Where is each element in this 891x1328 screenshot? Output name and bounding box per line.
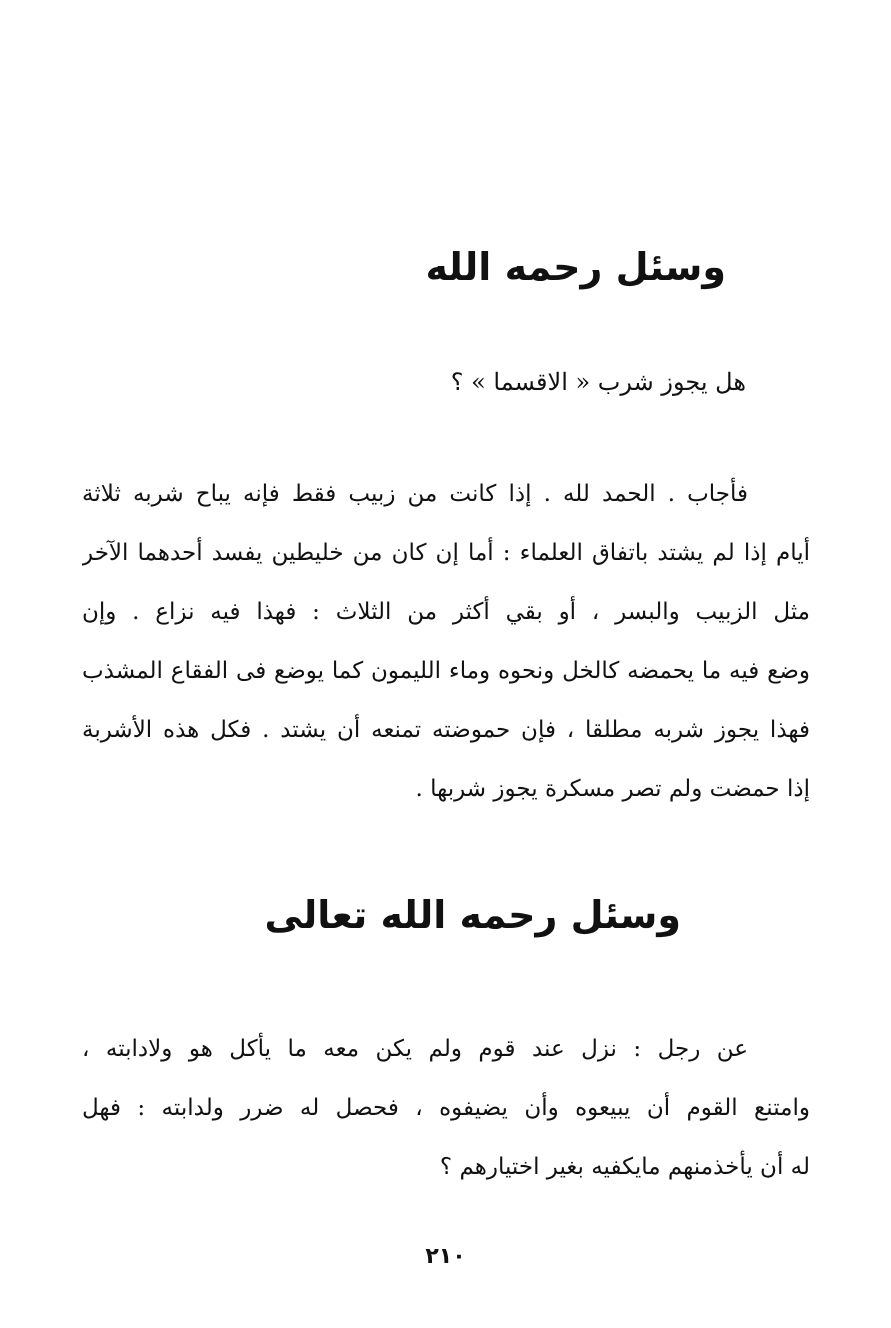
section-heading: وسئل رحمه الله تعالى bbox=[264, 893, 681, 937]
paragraph-line: وضع فيه ما يحمضه كالخل ونحوه وماء الليمون كما يوضع فى الفقاع المشذب bbox=[82, 658, 810, 684]
paragraph-line: وامتنع القوم أن يبيعوه وأن يضيفوه ، فحصل له ضرر ولدابته : فهل bbox=[82, 1095, 810, 1121]
paragraph-line: فأجاب . الحمد لله . إذا كانت من زبيب فقط فإنه يباح شربه ثلاثة bbox=[82, 481, 748, 507]
paragraph-line: عن رجل : نزل عند قوم ولم يكن معه ما يأكل هو ولادابته ، bbox=[82, 1036, 748, 1062]
paragraph-line: له أن يأخذمنهم مايكفيه بغير اختيارهم ؟ bbox=[439, 1154, 810, 1180]
answer-paragraph bbox=[82, 465, 810, 819]
section-heading: وسئل رحمه الله bbox=[425, 245, 726, 289]
paragraph-line: أيام إذا لم يشتد باتفاق العلماء : أما إن كان من خليطين يفسد أحدهما الآخر bbox=[82, 540, 810, 566]
paragraph-line: إذا حمضت ولم تصر مسكرة يجوز شربها . bbox=[415, 776, 810, 802]
question-paragraph bbox=[82, 1020, 810, 1197]
question-text: هل يجوز شرب « الاقسما » ؟ bbox=[450, 368, 746, 396]
paragraph-line: فهذا يجوز شربه مطلقا ، فإن حموضته تمنعه أن يشتد . فكل هذه الأشربة bbox=[82, 717, 810, 743]
page-number: ٢١٠ bbox=[425, 1244, 466, 1269]
paragraph-line: مثل الزبيب والبسر ، أو بقي أكثر من الثلاث : فهذا فيه نزاع . وإن bbox=[82, 599, 810, 625]
